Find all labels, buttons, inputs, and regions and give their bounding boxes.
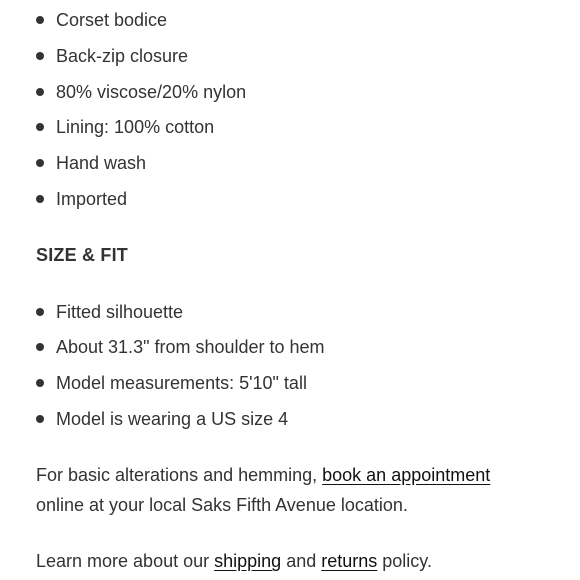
returns-link[interactable]: returns xyxy=(321,551,378,571)
learn-more-text: Learn more about our xyxy=(36,551,215,571)
bullet-icon xyxy=(36,52,44,60)
list-item-text: Back-zip closure xyxy=(56,46,189,66)
list-item-text: Corset bodice xyxy=(56,10,168,30)
bullet-icon xyxy=(36,88,44,96)
list-item-text: Model is wearing a US size 4 xyxy=(56,409,289,429)
alterations-text: For basic alterations and hemming, xyxy=(36,465,323,485)
shipping-link[interactable]: shipping xyxy=(214,551,282,571)
bullet-icon xyxy=(36,195,44,203)
bullet-icon xyxy=(36,159,44,167)
list-item-text: Imported xyxy=(56,189,128,209)
alterations-text-continued: online at your local Saks Fifth Avenue location. xyxy=(36,495,408,515)
alterations-paragraph xyxy=(36,460,490,520)
size-fit-heading: SIZE & FIT xyxy=(36,245,128,265)
bullet-icon xyxy=(36,415,44,423)
list-item-text: Fitted silhouette xyxy=(56,302,184,322)
list-item-text: 80% viscose/20% nylon xyxy=(56,82,247,102)
bullet-icon xyxy=(36,123,44,131)
bullet-icon xyxy=(36,16,44,24)
learn-more-paragraph xyxy=(36,546,432,576)
list-item-text: Model measurements: 5'10" tall xyxy=(56,373,307,393)
bullet-icon xyxy=(36,343,44,351)
list-item-text: Hand wash xyxy=(56,153,147,173)
list-item-text: About 31.3" from shoulder to hem xyxy=(56,337,325,357)
learn-more-and-text: and xyxy=(281,551,322,571)
learn-more-policy-text: policy. xyxy=(377,551,432,571)
book-appointment-link[interactable]: book an appointment xyxy=(322,465,491,485)
bullet-icon xyxy=(36,379,44,387)
list-item-text: Lining: 100% cotton xyxy=(56,117,215,137)
bullet-icon xyxy=(36,308,44,316)
